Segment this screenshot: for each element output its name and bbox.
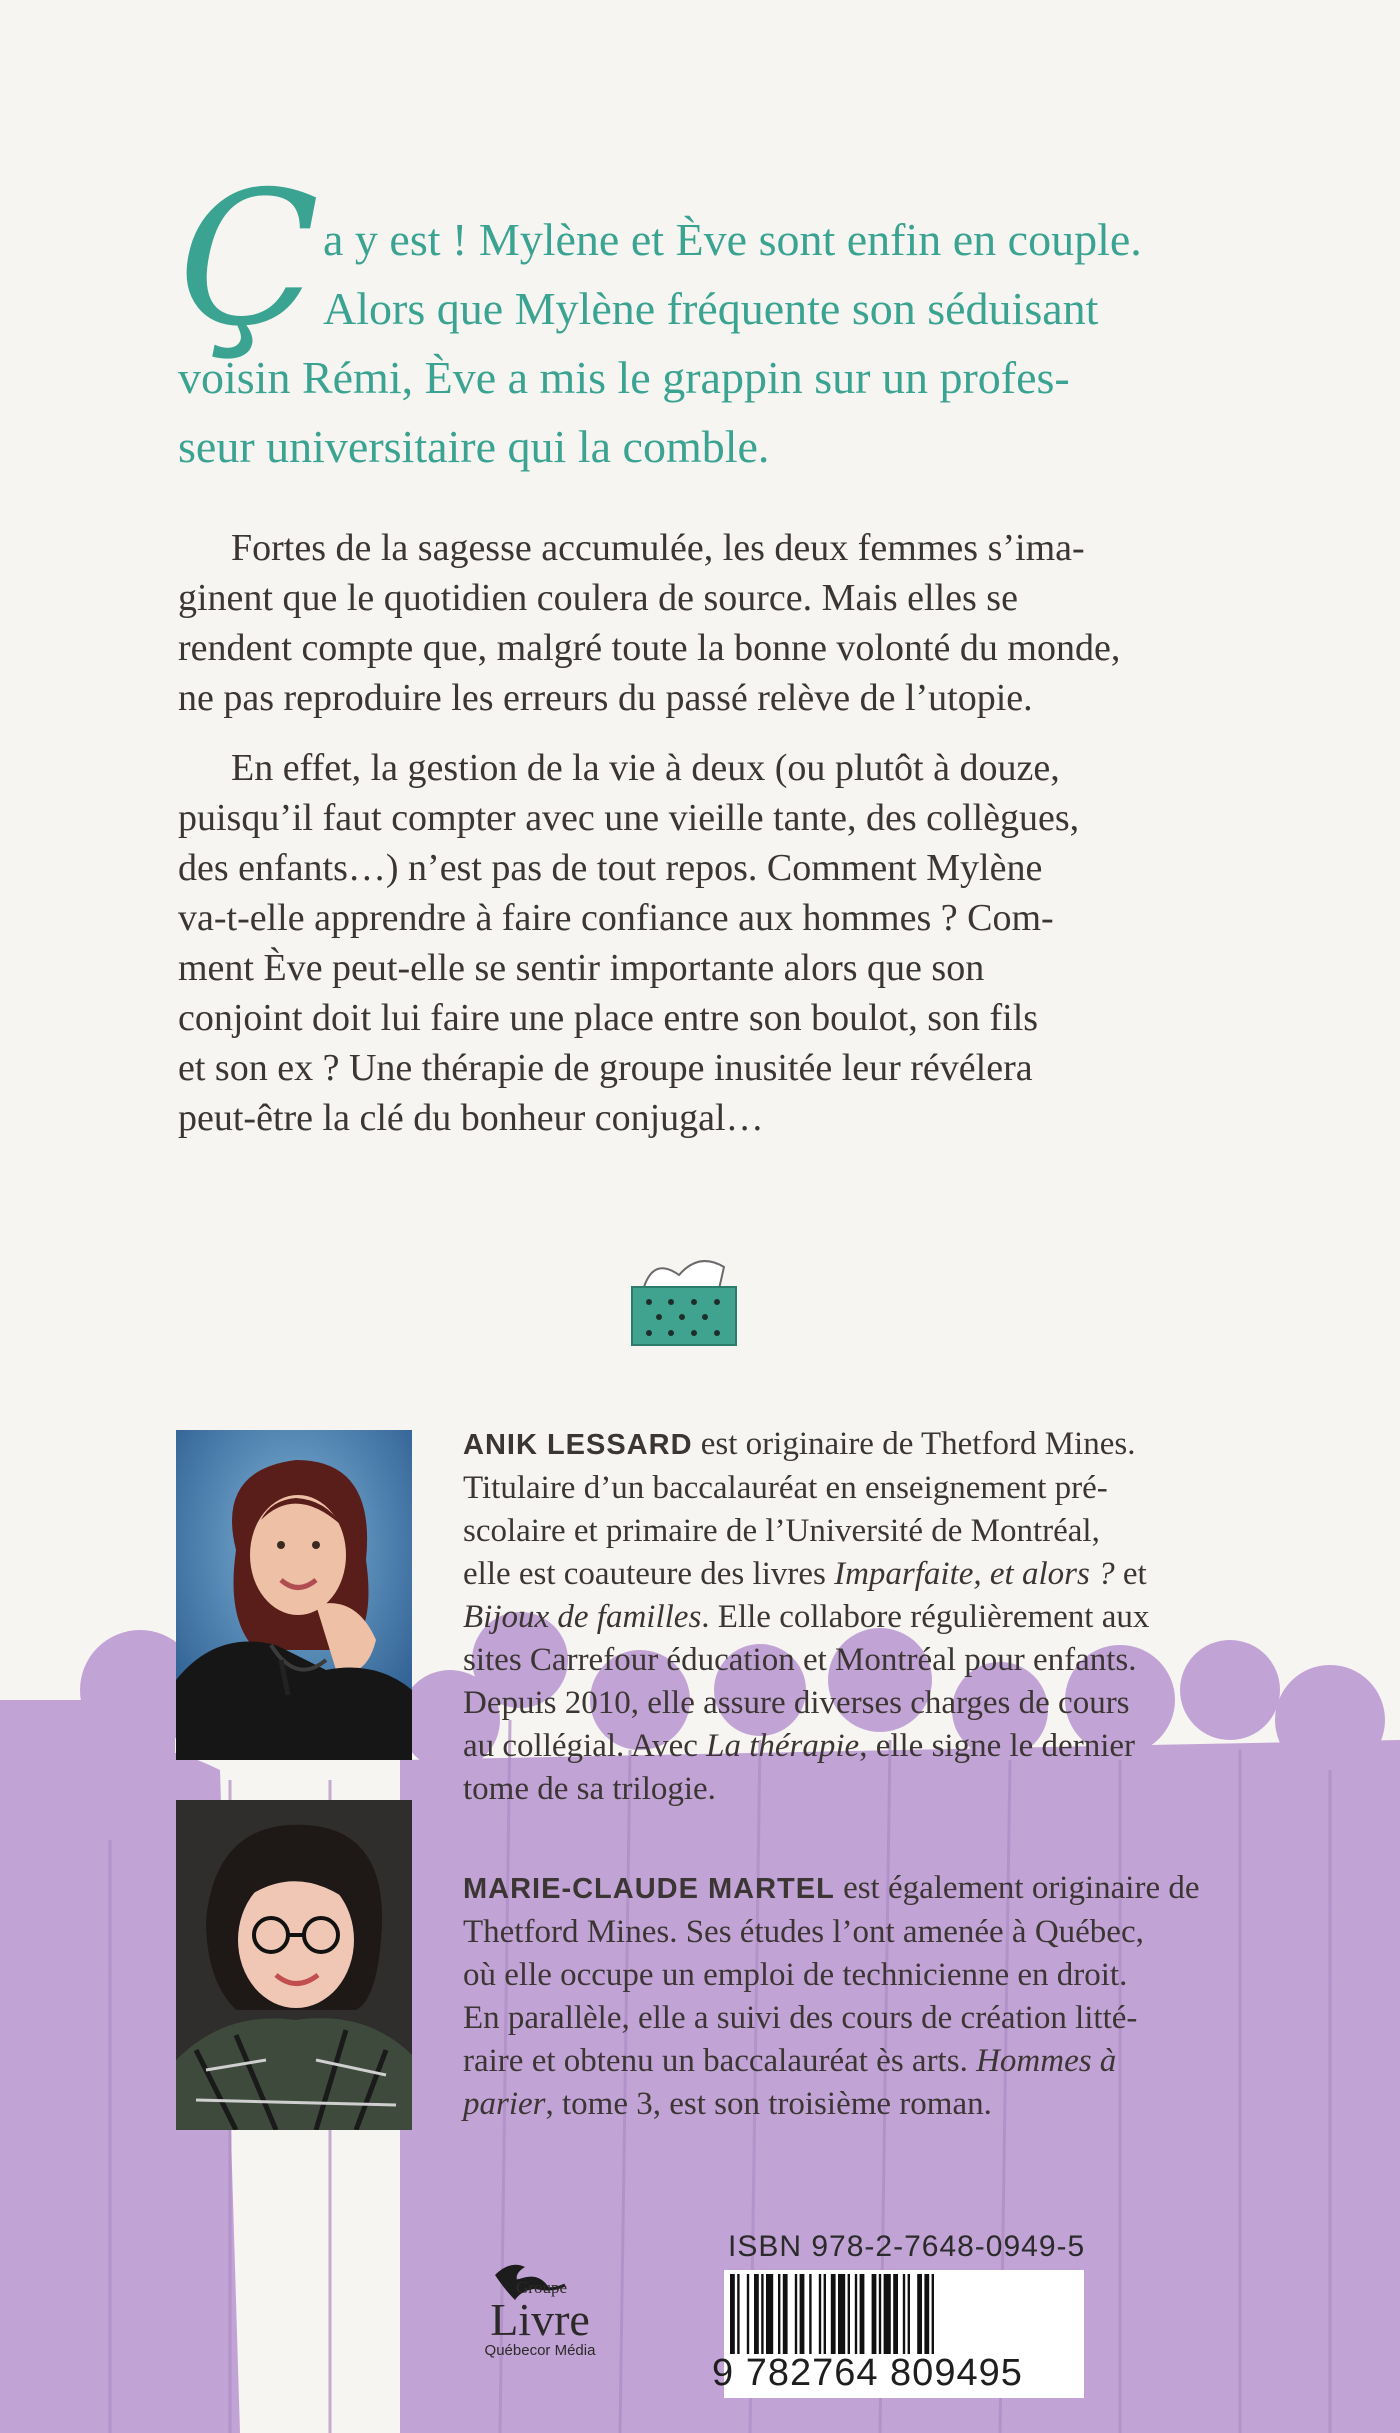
synopsis-line: ginent que le quotidien coulera de source. Mais elles se: [178, 577, 1018, 619]
bio-text: . Elle collabore régulièrement aux: [701, 1599, 1150, 1635]
bio-text: est originaire de Thetford Mines.: [692, 1426, 1136, 1462]
publisher-logo: [470, 2278, 610, 2359]
barcode-digits: 9 782764 809495: [712, 2352, 1023, 2394]
barcode-bar: [908, 2274, 910, 2354]
bio-text: , elle signe le dernier: [859, 1728, 1135, 1764]
author-photo-marie-claude-martel: [176, 1800, 412, 2130]
isbn-label: ISBN 978-2-7648-0949-5: [728, 2230, 1086, 2263]
barcode-bar: [860, 2274, 865, 2354]
synopsis-paragraph-2: [178, 743, 1218, 1143]
book-title: Imparfaite, et alors ?: [834, 1556, 1115, 1592]
book-title: Hommes à: [976, 2043, 1117, 2079]
barcode-bar: [831, 2274, 836, 2354]
synopsis-line: ment Ève peut-elle se sentir importante alors que son: [178, 947, 985, 989]
bio-line: En parallèle, elle a suivi des cours de création litté-: [463, 2000, 1138, 2036]
intro-paragraph: [178, 151, 1223, 481]
tissue-box-ornament: [624, 1247, 744, 1347]
publisher-sub: Québecor Média: [484, 2342, 596, 2359]
barcode-bar: [730, 2274, 735, 2354]
author-name: MARIE-CLAUDE MARTEL: [463, 1873, 835, 1905]
bio-line: [463, 1553, 1223, 1596]
bio-text: , tome 3, est son troisième roman.: [545, 2086, 992, 2122]
publisher-group: Groupe: [516, 2278, 567, 2297]
synopsis-paragraph-1: [178, 523, 1218, 723]
bio-line: [463, 1596, 1223, 1639]
dropcap-letter: Ç: [178, 151, 320, 367]
barcode-bar: [838, 2274, 845, 2354]
barcode-bar: [809, 2274, 811, 2354]
synopsis-line: peut-être la clé du bonheur conjugal…: [178, 1097, 764, 1139]
author-bio-marie-claude-martel: [463, 1867, 1223, 2126]
author-bio-anik-lessard: [463, 1423, 1223, 1811]
bio-line: Titulaire d’un baccalauréat en enseignement pré-: [463, 1470, 1108, 1506]
barcode-bar: [932, 2274, 934, 2354]
bio-line: où elle occupe un emploi de technicienne en droit.: [463, 1957, 1128, 1993]
synopsis-line: rendent compte que, malgré toute la bonne volonté du monde,: [178, 627, 1121, 669]
barcode-bar: [783, 2274, 788, 2354]
bio-line: [463, 1867, 1223, 1911]
barcode-bar: [778, 2274, 780, 2354]
bio-line: Thetford Mines. Ses études l’ont amenée à Québec,: [463, 1914, 1144, 1950]
barcode-bar: [917, 2274, 922, 2354]
barcode-bar: [747, 2274, 749, 2354]
barcode-bar: [800, 2274, 805, 2354]
barcode-bar: [872, 2274, 877, 2354]
barcode-bars: [724, 2270, 1084, 2354]
synopsis-line: En effet, la gestion de la vie à deux (ou plutôt à douze,: [231, 747, 1060, 789]
book-title: parier: [463, 2086, 546, 2122]
bio-line: [463, 1423, 1223, 1467]
intro-line: a y est ! Mylène et Ève sont enfin en couple.: [323, 214, 1142, 265]
bio-text: et: [1114, 1556, 1147, 1592]
barcode-bar: [924, 2274, 929, 2354]
intro-line: Alors que Mylène fréquente son séduisant: [323, 283, 1099, 334]
barcode-bar: [737, 2274, 739, 2354]
bio-line: sites Carrefour éducation et Montréal pour enfants.: [463, 1642, 1137, 1678]
synopsis: [178, 523, 1218, 1143]
barcode-bar: [893, 2274, 898, 2354]
publisher-name: Livre: [490, 2294, 590, 2345]
bio-text: au collégial. Avec: [463, 1728, 707, 1764]
book-title: Bijoux de familles: [463, 1599, 702, 1635]
synopsis-line: conjoint doit lui faire une place entre son boulot, son fils: [178, 997, 1039, 1039]
author-photo-anik-lessard: [176, 1430, 412, 1760]
barcode-bar: [761, 2274, 763, 2354]
book-title: La thérapie: [706, 1728, 860, 1764]
bio-line: [463, 2040, 1223, 2083]
barcode-bar: [795, 2274, 797, 2354]
bio-text: raire et obtenu un baccalauréat ès arts.: [463, 2043, 977, 2079]
barcode-bar: [848, 2274, 850, 2354]
barcode-bar: [766, 2274, 773, 2354]
bio-text: elle est coauteure des livres: [463, 1556, 835, 1592]
synopsis-line: va-t-elle apprendre à faire confiance aux hommes ? Com-: [178, 897, 1054, 939]
bio-line: Depuis 2010, elle assure diverses charges de cours: [463, 1685, 1130, 1721]
barcode-bar: [819, 2274, 821, 2354]
barcode-bar: [754, 2274, 759, 2354]
barcode-bar: [855, 2274, 857, 2354]
bio-line: [463, 1725, 1223, 1768]
barcode-bar: [884, 2274, 891, 2354]
synopsis-line: Fortes de la sagesse accumulée, les deux femmes s’ima-: [231, 527, 1085, 569]
synopsis-line: des enfants…) n’est pas de tout repos. Comment Mylène: [178, 847, 1043, 889]
synopsis-line: et son ex ? Une thérapie de groupe inusitée leur révélera: [178, 1047, 1033, 1089]
bio-line: tome de sa trilogie.: [463, 1771, 716, 1807]
bio-line: scolaire et primaire de l’Université de Montréal,: [463, 1513, 1100, 1549]
barcode-bar: [903, 2274, 905, 2354]
synopsis-line: puisqu’il faut compter avec une vieille tante, des collègues,: [178, 797, 1080, 839]
barcode-bar: [824, 2274, 826, 2354]
barcode-bar: [879, 2274, 881, 2354]
intro-line: voisin Rémi, Ève a mis le grappin sur un profes-: [178, 352, 1070, 403]
intro-line: seur universitaire qui la comble.: [178, 421, 770, 472]
synopsis-line: ne pas reproduire les erreurs du passé relève de l’utopie.: [178, 677, 1033, 719]
bio-line: [463, 2083, 1223, 2126]
bio-text: est également originaire de: [834, 1870, 1200, 1906]
author-name: ANIK LESSARD: [463, 1429, 693, 1461]
